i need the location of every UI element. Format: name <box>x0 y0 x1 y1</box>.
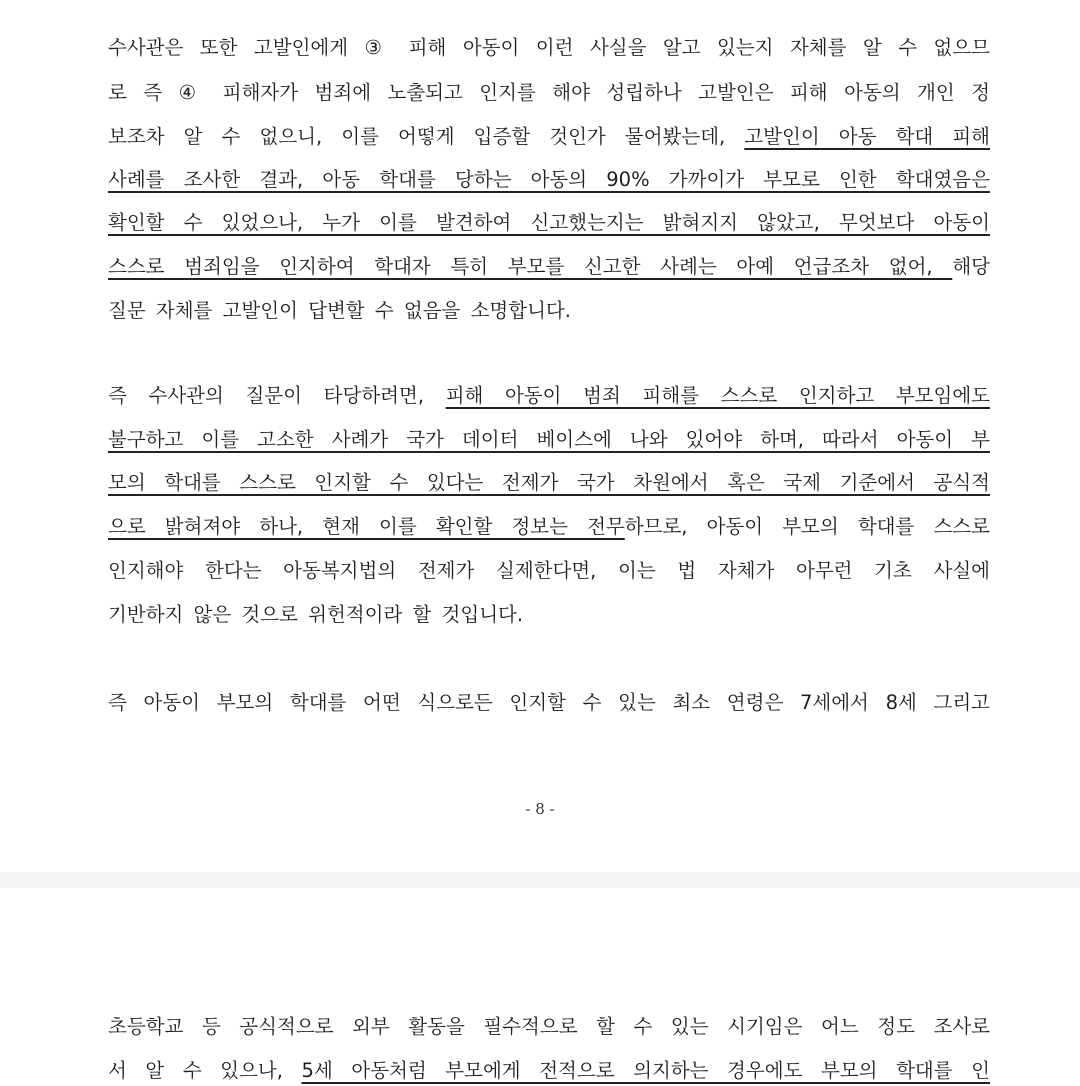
text-line <box>108 556 990 586</box>
text-segment: 인지해야 한다는 아동복지법의 전제가 실제한다면, 이는 법 자체가 아무런 기초 사실에 <box>108 559 990 582</box>
text-line <box>108 1056 990 1086</box>
document-page-9 <box>0 888 1080 1080</box>
underlined-text-segment: 불구하고 이를 고소한 사례가 국가 데이터 베이스에 나와 있어야 하며, 따라서 아동이 부 <box>108 428 990 451</box>
text-segment: 즉 수사관의 질문이 타당하려면, <box>108 384 446 407</box>
text-line <box>108 468 990 498</box>
text-segment: 서 알 수 있으나, <box>108 1059 302 1082</box>
text-segment: 질문 자체를 고발인이 답변할 수 없음을 소명합니다. <box>108 299 571 322</box>
page-number: - 8 - <box>525 800 555 818</box>
text-line <box>108 1012 990 1042</box>
text-segment: 기반하지 않은 것으로 위헌적이라 할 것입니다. <box>108 603 524 626</box>
text-line <box>108 381 990 411</box>
text-line <box>108 600 990 630</box>
text-segment: 해당 <box>952 255 990 278</box>
text-line <box>108 122 990 152</box>
text-line <box>108 165 990 195</box>
text-segment: 보조차 알 수 없으니, 이를 어떻게 입증할 것인가 물어봤는데, <box>108 125 745 148</box>
underlined-text-segment: 사례를 조사한 결과, 아동 학대를 당하는 아동의 90% 가까이가 부모로 인한 학대였음은 <box>108 168 990 191</box>
underlined-text-segment: 으로 밝혀져야 하나, 현재 이를 확인할 정보는 전무 <box>108 515 625 538</box>
text-segment: 로 즉 ④ 피해자가 범죄에 노출되고 인지를 해야 성립하나 고발인은 피해 아동의 개인 정 <box>108 81 990 104</box>
text-line <box>108 252 990 282</box>
underlined-text-segment: 스스로 범죄임을 인지하여 학대자 특히 부모를 신고한 사례는 아예 언급조차 없어, <box>108 255 953 278</box>
text-line <box>108 512 990 542</box>
underlined-text-segment: 5세 아동처럼 부모에게 전적으로 의지하는 경우에도 부모의 학대를 인 <box>301 1059 990 1082</box>
underlined-text-segment: 피해 아동이 범죄 피해를 스스로 인지하고 부모임에도 <box>445 384 991 407</box>
text-line <box>108 296 990 326</box>
text-segment: 수사관은 또한 고발인에게 ③ 피해 아동이 이런 사실을 알고 있는지 자체를 알 수 없으므 <box>108 36 990 59</box>
text-line <box>108 425 990 455</box>
text-line <box>108 208 990 238</box>
underlined-text-segment: 모의 학대를 스스로 인지할 수 있다는 전제가 국가 차원에서 혹은 국제 기준에서 공식적 <box>108 471 990 494</box>
text-segment: 즉 아동이 부모의 학대를 어떤 식으로든 인지할 수 있는 최소 연령은 7세에서 8세 그리고 <box>108 691 990 714</box>
text-line <box>108 33 990 63</box>
text-line <box>108 78 990 108</box>
underlined-text-segment: 확인할 수 있었으나, 누가 이를 발견하여 신고했는지는 밝혀지지 않았고, 무엇보다 아동이 <box>108 211 990 234</box>
text-segment: 하므로, 아동이 부모의 학대를 스스로 <box>624 515 990 538</box>
page-separator <box>0 872 1080 888</box>
text-segment: 초등학교 등 공식적으로 외부 활동을 필수적으로 할 수 있는 시기임은 어느 정도 조사로 <box>108 1015 990 1038</box>
underlined-text-segment: 고발인이 아동 학대 피해 <box>744 125 990 148</box>
text-line <box>108 688 990 718</box>
